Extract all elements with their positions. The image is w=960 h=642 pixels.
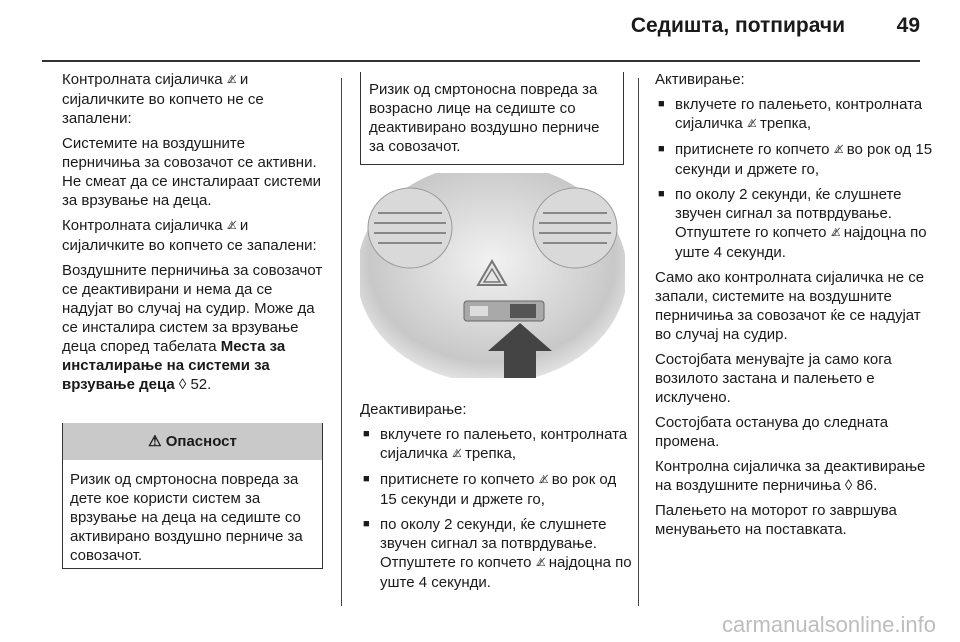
right-vent [533, 188, 617, 268]
paragraph: Состојбата останува до следната промена. [655, 414, 889, 450]
watermark: carmanualsonline.info [721, 612, 936, 637]
airbag-off-icon: ⚠̸ [830, 227, 840, 239]
arrow-ref-icon: ◊ [844, 477, 853, 494]
page-header [0, 0, 960, 60]
header-rule [42, 60, 920, 62]
danger-box-continued [360, 72, 624, 165]
airbag-off-icon: ⚠̸ [226, 74, 236, 86]
paragraph: Само ако контролната сијаличка не се запали, системите на воздушните перничиња за совозачот ќе се надујат во случај на судир. [655, 269, 925, 343]
danger-text: Ризик од смртоносна повреда за возрасно лице на седиште со деактивирано воздушно перниче за совозачот. [369, 81, 600, 155]
paragraph: Контролната сијаличка ⚠̸ и сијаличките во копчето не се запалени: [62, 71, 264, 127]
list-item: ■ притиснете го копчето ⚠̸ во рок од 15 секунди и држете го, [360, 470, 635, 509]
column-1 [62, 70, 324, 400]
paragraph: Контролна сијаличка за деактивирање на воздушните перничиња ◊ 86. [655, 458, 926, 494]
arrow-ref-icon: ◊ [178, 376, 187, 393]
paragraph: Системите на воздушните перничиња за совозачот се активни. Не смеат да се инсталираат системи за врзување на деца. [62, 135, 322, 209]
danger-header: ⚠ Опасност [63, 423, 322, 460]
airbag-off-icon: ⚠̸ [535, 557, 545, 569]
airbag-off-icon: ⚠̸ [833, 144, 843, 156]
airbag-off-icon: ⚠̸ [746, 118, 756, 130]
page-title: Седишта, потпирачи [630, 14, 845, 37]
warning-triangle-icon: ⚠ [148, 433, 162, 450]
paragraph: Контролната сијаличка ⚠̸ и сијаличките во копчето се запалени: [62, 217, 317, 254]
list-item: ■ вклучете го палењето, контролната сијаличка ⚠̸ трепка, [655, 95, 935, 134]
airbag-off-button [510, 304, 536, 318]
activation-steps [655, 95, 935, 262]
list-item: ■ по околу 2 секунди, ќе слушнете звучен сигнал за потврдување. Отпуштете го копчето ⚠̸ најдоцна по уште 4 секунди. [360, 515, 635, 592]
column-divider-1 [341, 78, 342, 606]
cross-reference-link[interactable]: Места за инсталирање на системи за врзување деца [62, 338, 286, 393]
section-title: Активирање: [655, 71, 745, 88]
deactivation-section [360, 400, 635, 598]
deactivation-steps [360, 425, 635, 592]
indicator [470, 306, 488, 316]
column-divider-2 [638, 78, 639, 606]
paragraph: Состојбата менувајте ја само кога возилото застана и палењето е исклучено. [655, 351, 892, 406]
danger-box [62, 423, 323, 569]
column-3 [655, 70, 935, 545]
list-item: ■ по околу 2 секунди, ќе слушнете звучен сигнал за потврдување. Отпуштете го копчето ⚠̸ најдоцна по уште 4 секунди. [655, 185, 935, 262]
paragraph: Палењето на моторот го завршува менувањето на поставката. [655, 502, 897, 538]
page-number: 49 [896, 14, 920, 37]
airbag-off-icon: ⚠̸ [226, 220, 236, 232]
section-title: Деактивирање: [360, 401, 467, 418]
list-item: ■ притиснете го копчето ⚠̸ во рок од 15 секунди и држете го, [655, 140, 935, 179]
left-vent [368, 188, 452, 268]
cross-reference-link[interactable]: 86. [856, 477, 878, 494]
danger-text: Ризик од смртоносна повреда за дете кое користи систем за врзување на деца на седиште со активирано воздушно перниче за совозачот. [70, 471, 303, 564]
list-item: ■ вклучете го палењето, контролната сијаличка ⚠̸ трепка, [360, 425, 635, 464]
airbag-off-icon: ⚠̸ [538, 474, 548, 486]
paragraph: Воздушните перничиња за совозачот се деактивирани и нема да се надујат во случај на судир. Може да се инсталира систем за врзување деца според табелата Места за инсталирање на системи за врзување деца ◊ 52. [62, 262, 323, 393]
airbag-off-icon: ⚠̸ [451, 448, 461, 460]
airbag-switch-photo [360, 173, 625, 378]
